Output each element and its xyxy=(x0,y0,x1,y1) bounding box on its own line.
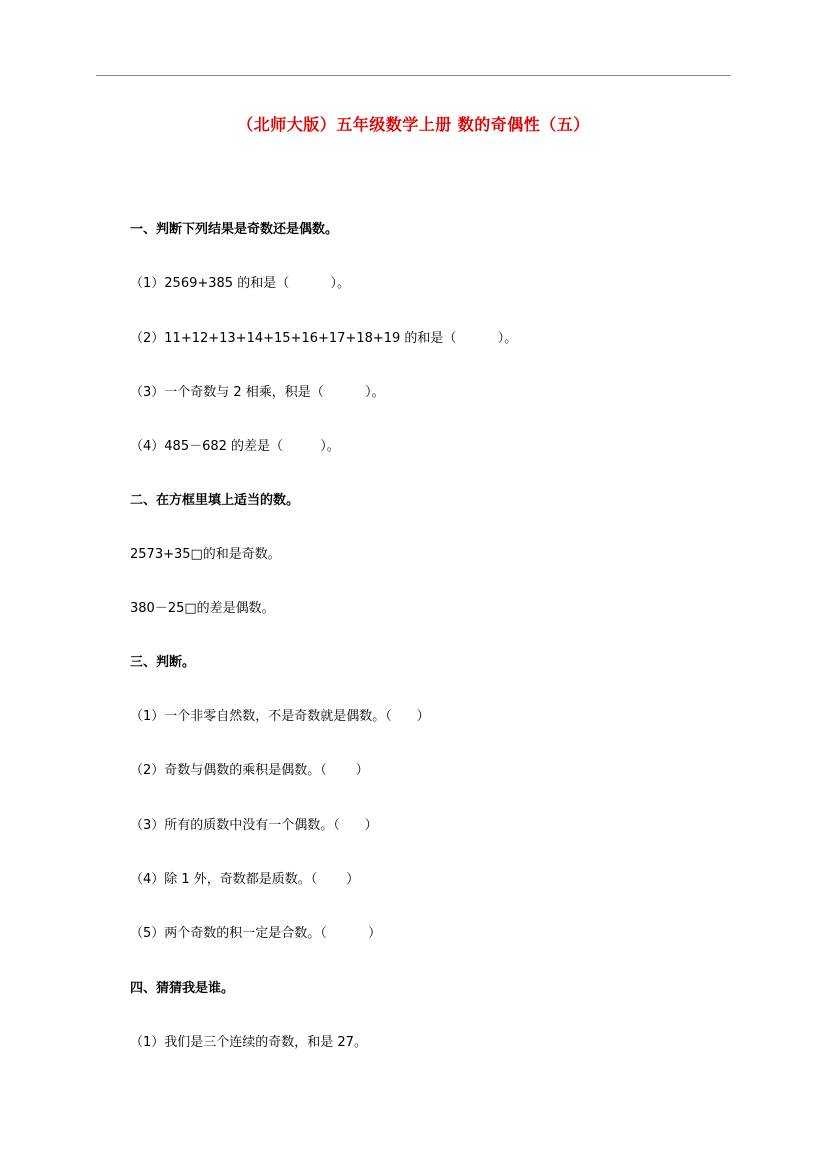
question-1-4: （4）485－682 的差是（ ）。 xyxy=(130,439,340,454)
question-3-4: （4）除 1 外，奇数都是质数。（ ） xyxy=(130,872,360,887)
header-rule xyxy=(96,75,731,76)
question-2-1: 2573+35□的和是奇数。 xyxy=(130,547,281,562)
question-3-1: （1）一个非零自然数，不是奇数就是偶数。（ ） xyxy=(130,709,430,724)
question-1-2: （2）11+12+13+14+15+16+17+18+19 的和是（ ）。 xyxy=(130,331,518,346)
question-3-5: （5）两个奇数的积一定是合数。（ ） xyxy=(130,926,382,941)
document-title: （北师大版）五年级数学上册 数的奇偶性（五） xyxy=(237,115,590,134)
section-2-heading: 二、在方框里填上适当的数。 xyxy=(130,493,300,508)
question-1-3: （3）一个奇数与 2 相乘，积是（ ）。 xyxy=(130,385,385,400)
question-4-1: （1）我们是三个连续的奇数，和是 27。 xyxy=(130,1035,367,1050)
question-3-2: （2）奇数与偶数的乘积是偶数。（ ） xyxy=(130,763,369,778)
section-1-heading: 一、判断下列结果是奇数还是偶数。 xyxy=(130,222,339,237)
section-4-heading: 四、猜猜我是谁。 xyxy=(130,981,235,996)
question-1-1: （1）2569+385 的和是（ ）。 xyxy=(130,276,351,291)
question-2-2: 380－25□的差是偶数。 xyxy=(130,601,275,616)
section-3-heading: 三、判断。 xyxy=(130,655,196,670)
question-3-3: （3）所有的质数中没有一个偶数。（ ） xyxy=(130,818,378,833)
